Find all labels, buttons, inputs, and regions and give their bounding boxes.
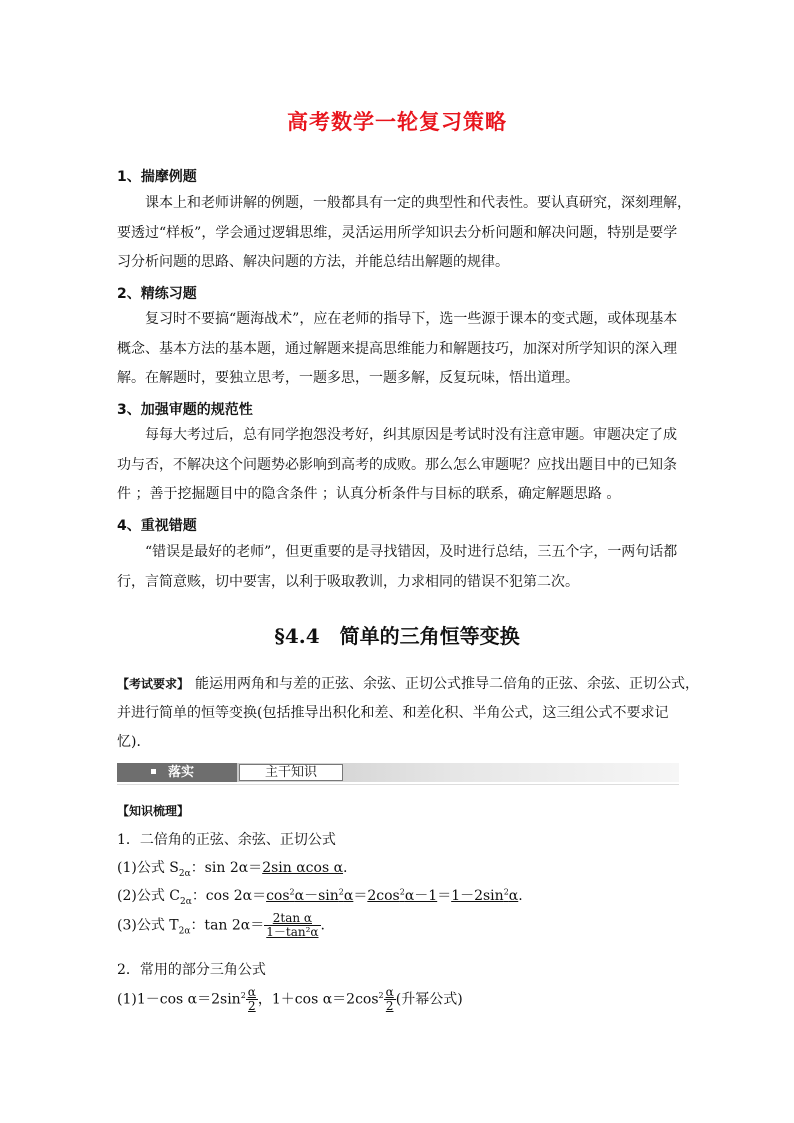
paragraph-line: “错误是最好的老师”，但更重要的是寻找错因，及时进行总结，三五个字，一两句话都: [145, 544, 678, 560]
paragraph-line: 复习时不要搞“题海战术”，应在老师的指导下，选一些源于课本的变式题，或体现基本: [145, 311, 678, 327]
formula-s2a: (1)公式 $S_{2\alpha}$：sin 2α＝2sin αcos α.: [117, 860, 348, 879]
knowledge-item-2: 2．常用的部分三角公式: [117, 962, 266, 978]
strategy-heading-3: 3、加强审题的规范性: [117, 402, 253, 418]
paragraph-line: 解。在解题时，要独立思考，一题多思，一题多解，反复玩味，悟出道理。: [117, 370, 579, 386]
page-title: 高考数学一轮复习策略: [287, 110, 507, 134]
paragraph-line: 行，言简意赅，切中要害，以利于吸取教训，力求相同的错误不犯第二次。: [117, 573, 579, 590]
strategy-heading-2: 2、精练习题: [117, 286, 197, 302]
strategy-heading-1: 1、揣摩例题: [117, 169, 197, 185]
knowledge-item-1: 1．二倍角的正弦、余弦、正切公式: [117, 832, 336, 848]
fraction: $\frac{\text{2tan α}}{\text{1－tan²α}}$: [266, 911, 319, 939]
formula-c2a: (2)公式 $C_{2\alpha}$：$\cos 2\alpha=\cos^2\alpha-\sin^2\alpha=2\cos^2\alpha-1=1-2\sin^2\alpha$.: [117, 887, 523, 907]
formula-t2a: (3)公式 $T_{2\alpha}$：tan 2α＝ $\frac{\text{2tan α}}{\text{1－tan²α}}$ .: [117, 911, 325, 939]
strategy-paragraph-1: [117, 189, 691, 278]
strategy-paragraph-3: [117, 421, 679, 510]
paragraph-line: 能运用两角和与差的正弦、余弦、正切公式推导二倍角的正弦、余弦、正切公式，: [195, 676, 700, 692]
paragraph-line: 并进行简单的恒等变换(包括推导出积化和差、和差化积、半角公式，这三组公式不要求记: [117, 705, 669, 721]
knowledge-tag: 【知识梳理】: [117, 804, 190, 818]
requirements-tag: 【考试要求】: [117, 677, 190, 691]
paragraph-line: 每每大考过后，总有同学抱怨没考好，纠其原因是考试时没有注意审题。审题决定了成: [145, 427, 677, 443]
paragraph-line: 功与否，不解决这个问题势必影响到高考的成败。那么怎么审题呢？应找出题目中的已知条: [117, 456, 677, 473]
square-bullet-icon: [151, 769, 156, 774]
paragraph-line: 忆)．: [117, 734, 151, 750]
paragraph-line: 习分析问题的思路、解决问题的方法，并能总结出解题的规律。: [117, 254, 509, 270]
exam-requirements: [117, 670, 700, 757]
strategy-paragraph-2: [117, 305, 679, 394]
paragraph-line: 概念、基本方法的基本题，通过解题来提高思维能力和解题技巧，加深对所学知识的深入理: [117, 340, 677, 357]
paragraph-line: 件 ；善于挖掘题目中的隐含条件 ；认真分析条件与目标的联系，确定解题思路 。: [117, 486, 621, 502]
paragraph-line: 要透过“样板”，学会通过逻辑思维，灵活运用所学知识去分析问题和解决问题，特别是要学: [117, 224, 678, 241]
banner-divider: [117, 784, 679, 785]
section-banner: [117, 763, 679, 782]
banner-light-label: 主干知识: [239, 764, 343, 781]
fraction: $\frac{\alpha}{2}$: [247, 985, 256, 1013]
formula-power-raising: (1)1－cos $\alpha=2\sin^2$ $\frac{\alpha}{2}$ ，1＋cos $\alpha=2\cos^2$ $\frac{\alpha}{2}$ (升幂公式): [117, 985, 463, 1013]
section-title: §4.4 简单的三角恒等变换: [274, 624, 520, 648]
fraction: $\frac{\alpha}{2}$: [385, 985, 394, 1013]
banner-dark-label: 落实: [117, 763, 237, 782]
strategy-paragraph-4: [117, 538, 679, 597]
paragraph-line: 课本上和老师讲解的例题，一般都具有一定的典型性和代表性。要认真研究，深刻理解，: [145, 195, 691, 211]
strategy-heading-4: 4、重视错题: [117, 518, 197, 534]
